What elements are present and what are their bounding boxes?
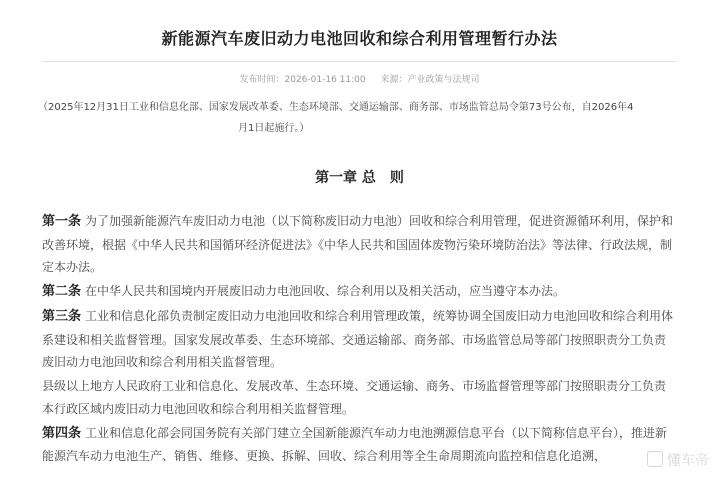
article-text: 县级以上地方人民政府工业和信息化、发展改革、生态环境、交通运输、商务、市场监督管理等部门按照职责分工负责本行政区域内废旧动力电池回收和综合利用相关监督管理。 bbox=[42, 379, 667, 416]
article-2 bbox=[42, 280, 676, 304]
article-text: 工业和信息化部会同国务院有关部门建立全国新能源汽车动力电池溯源信息平台（以下简称信息平台），推进新能源汽车动力电池生产、销售、维修、更换、拆解、回收、综合利用等全生命周期流向监控和信息化追溯， bbox=[42, 425, 668, 463]
article-label: 第二条 bbox=[42, 284, 82, 299]
article-4 bbox=[42, 422, 676, 468]
watermark-logo-icon bbox=[647, 451, 663, 467]
publish-time: 发布时间：2026-01-16 11:00 bbox=[239, 75, 366, 85]
article-label: 第一条 bbox=[42, 214, 82, 229]
document-body bbox=[42, 210, 676, 469]
watermark-text: 懂车帝 bbox=[667, 453, 709, 469]
preface-line-2: 月1日起施行。） bbox=[238, 123, 310, 134]
article-label: 第三条 bbox=[42, 309, 82, 324]
watermark bbox=[647, 450, 709, 470]
source: 来源：产业政策与法规司 bbox=[380, 75, 480, 85]
document-title: 新能源汽车废旧动力电池回收和综合利用管理暂行办法 bbox=[161, 29, 558, 48]
meta-line bbox=[0, 72, 719, 85]
chapter-heading: 第一章 总 则 bbox=[315, 170, 404, 186]
article-label: 第四条 bbox=[42, 425, 82, 441]
article-text: 工业和信息化部负责制定废旧动力电池回收和综合利用管理政策，统筹协调全国废旧动力电池回收和综合利用体系建设和相关监督管理。国家发展改革委、生态环境部、交通运输部、商务部、市场监管总局等部门按照职责分工负责废旧动力电池回收和综合利用相关监督管理。 bbox=[42, 309, 674, 369]
article-3-paragraph-2 bbox=[42, 375, 676, 420]
article-text: 在中华人民共和国境内开展废旧动力电池回收、综合利用以及相关活动，应当遵守本办法。 bbox=[85, 284, 566, 298]
preface bbox=[38, 97, 682, 139]
title-divider bbox=[42, 61, 677, 62]
preface-line-1: （2025年12月31日工业和信息化部、国家发展改革委、生态环境部、交通运输部、商务部、市场监管总局令第73号公布，自2026年4 bbox=[38, 102, 634, 113]
article-1 bbox=[42, 210, 676, 279]
article-text: 为了加强新能源汽车废旧动力电池（以下简称废旧动力电池）回收和综合利用管理，促进资源循环利用，保护和改善环境，根据《中华人民共和国循环经济促进法》《中华人民共和国固体废物污染环境防治法》等法律、行政法规，制定本办法。 bbox=[42, 214, 674, 274]
article-3 bbox=[42, 305, 676, 374]
